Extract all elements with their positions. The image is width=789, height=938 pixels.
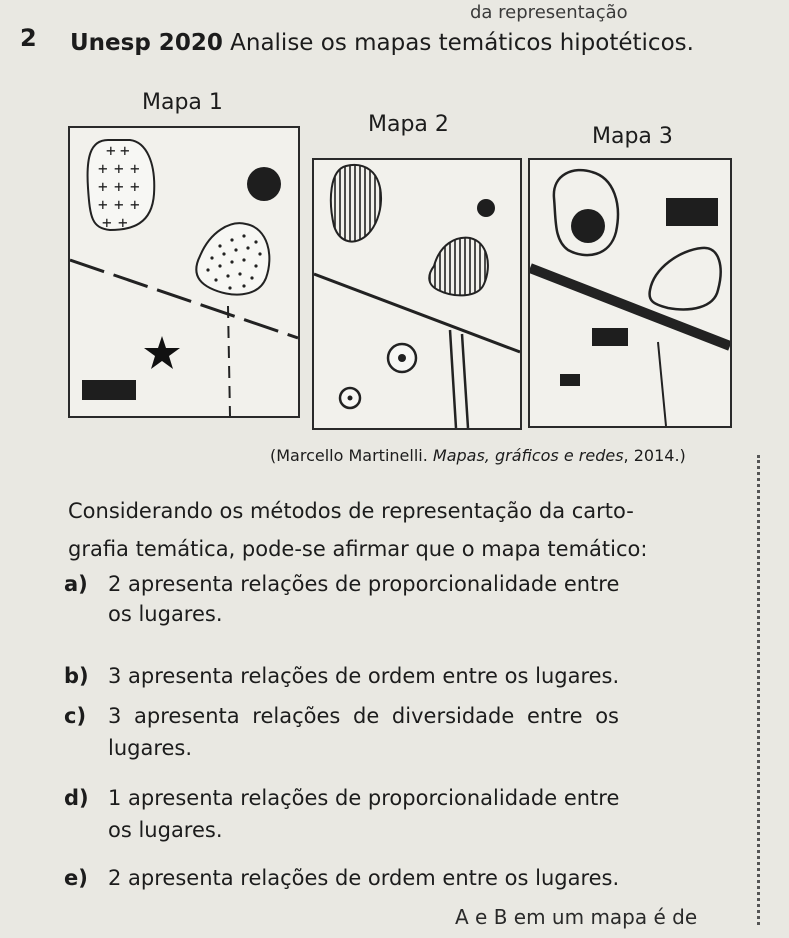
small-black-rectangle-icon [560, 374, 580, 386]
small-dot-circle-icon [340, 388, 360, 408]
question-header [70, 30, 694, 56]
black-circle-icon [247, 167, 281, 201]
option-a-text: 2 apresenta relações de proporcionalidade entre [108, 572, 620, 596]
svg-text:+: + [114, 159, 124, 178]
svg-text:+: + [102, 213, 112, 232]
option-c[interactable] [64, 704, 619, 760]
option-c-text-cont: lugares. [108, 736, 193, 760]
map2-title: Mapa 2 [368, 112, 449, 137]
map3 [528, 158, 732, 428]
top-text-fragment: da representação [470, 2, 628, 23]
svg-text:+: + [120, 141, 130, 160]
option-b[interactable] [64, 664, 619, 688]
svg-text:+: + [114, 177, 124, 196]
map-source-citation [270, 446, 686, 465]
outlined-area-right [650, 248, 721, 310]
striped-area-small [429, 238, 488, 296]
svg-text:+: + [130, 177, 140, 196]
map1-title: Mapa 1 [142, 90, 223, 115]
map2 [312, 158, 522, 430]
map3-drawing [530, 160, 730, 426]
map2-drawing [314, 160, 520, 428]
exam-source: Unesp 2020 [70, 30, 223, 56]
option-c-text: 3 apresenta relações de diversidade entre os [108, 704, 619, 728]
option-a[interactable] [64, 572, 619, 626]
option-d-letter: d) [64, 786, 89, 810]
svg-text:+: + [130, 195, 140, 214]
large-black-rectangle-icon [666, 198, 718, 226]
svg-text:+: + [98, 195, 108, 214]
bottom-text-fragment: A e B em um mapa é de [455, 905, 698, 929]
option-a-letter: a) [64, 572, 88, 596]
option-e[interactable] [64, 866, 619, 890]
question-number: 2 [20, 24, 37, 52]
plus-pattern-area [88, 140, 155, 232]
svg-text:+: + [130, 159, 140, 178]
option-b-letter: b) [64, 664, 89, 688]
thin-road-line [658, 342, 666, 426]
svg-text:+: + [114, 195, 124, 214]
map3-title: Mapa 3 [592, 124, 673, 149]
option-e-letter: e) [64, 866, 88, 890]
dashed-boundary-line [228, 306, 230, 416]
svg-text:+: + [98, 159, 108, 178]
map1 [68, 126, 300, 418]
dotted-pattern-area [196, 223, 269, 294]
option-a-text-cont: os lugares. [108, 602, 223, 626]
svg-text:+: + [106, 141, 116, 160]
citation-title: Mapas, gráficos e redes [432, 446, 624, 465]
svg-text:+: + [118, 213, 128, 232]
question-prompt: Analise os mapas temáticos hipotéticos. [230, 30, 694, 56]
option-d[interactable] [64, 786, 619, 842]
option-d-text-cont: os lugares. [108, 818, 223, 842]
question-line-2: grafia temática, pode-se afirmar que o mapa temático: [68, 537, 648, 561]
medium-black-rectangle-icon [592, 328, 628, 346]
question-line-1: Considerando os métodos de representação da carto- [68, 499, 634, 523]
option-e-text: 2 apresenta relações de ordem entre os lugares. [108, 866, 620, 890]
large-black-circle-icon [571, 209, 605, 243]
option-c-letter: c) [64, 704, 87, 728]
dotted-margin-line [757, 455, 766, 925]
citation-suffix: , 2014.) [623, 446, 686, 465]
road-line [314, 274, 520, 352]
star-icon [144, 336, 180, 369]
map1-drawing [70, 128, 298, 416]
svg-text:+: + [98, 177, 108, 196]
black-rectangle-icon [82, 380, 136, 400]
large-dot-circle-icon [388, 344, 416, 372]
double-road-line [450, 330, 468, 428]
small-black-circle-icon [477, 199, 495, 217]
striped-area-large [331, 165, 381, 242]
option-b-text: 3 apresenta relações de ordem entre os lugares. [108, 664, 620, 688]
citation-prefix: (Marcello Martinelli. [270, 446, 433, 465]
option-d-text: 1 apresenta relações de proporcionalidade entre [108, 786, 620, 810]
